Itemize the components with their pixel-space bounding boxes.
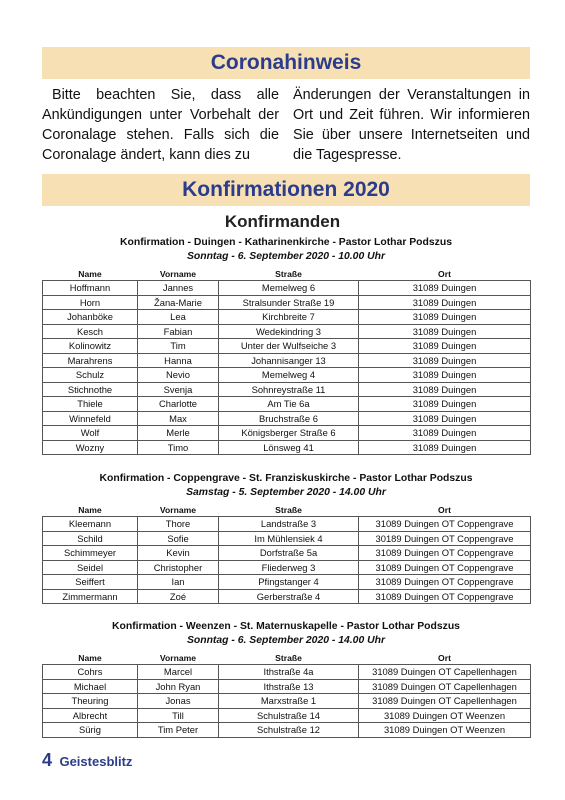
table-row [43,382,531,397]
table-row [43,546,531,561]
table-cell: 31089 Duingen OT Weenzen [359,708,531,723]
table-cell: Kirchbreite 7 [219,310,359,325]
column-header: Straße [275,269,302,279]
confirmands-heading: Konfirmanden [224,212,341,231]
confirmation-group-weenzen [42,620,530,738]
table-cell: Merle [138,426,219,441]
table-cell: Winnefeld [43,411,138,426]
column-header: Ort [438,505,451,515]
table-cell: Seidel [43,560,138,575]
table-cell: 31089 Duingen OT Capellenhagen [359,694,531,709]
table-cell: Sofie [138,531,219,546]
table-cell: Memelweg 6 [219,281,359,296]
table-cell: Stichnothe [43,382,138,397]
table-cell: Charlotte [138,397,219,412]
table-cell: Tim [138,339,219,354]
table-cell: Seiffert [43,575,138,590]
table-cell: Im Mühlensiek 4 [219,531,359,546]
table-cell: 31089 Duingen [359,295,531,310]
table-cell: Lönsweg 41 [219,440,359,455]
table-cell: Fabian [138,324,219,339]
table-cell: 31089 Duingen [359,411,531,426]
table-cell: Michael [43,679,138,694]
table-cell: Bruchstraße 6 [219,411,359,426]
table-row [43,517,531,532]
table-cell: Cohrs [43,665,138,680]
table-cell: 31089 Duingen [359,310,531,325]
table-cell: Schimmeyer [43,546,138,561]
table-row [43,708,531,723]
table-header-row [43,652,531,665]
table-cell: 31089 Duingen OT Capellenhagen [359,679,531,694]
table-cell: Schulz [43,368,138,383]
column-header: Ort [438,269,451,279]
column-header: Name [78,653,102,663]
column-header: Straße [275,505,302,515]
table-cell: 31089 Duingen OT Coppengrave [359,517,531,532]
group-date: Sonntag - 6. September 2020 - 10.00 Uhr [186,251,386,262]
table-cell: Till [138,708,219,723]
confirmands-table [42,504,531,604]
column-header: Straße [275,653,302,663]
table-cell: Am Tie 6a [219,397,359,412]
table-cell: Theuring [43,694,138,709]
table-cell: Svenja [138,382,219,397]
confirmands-table [42,268,531,455]
confirmations-banner [42,174,530,206]
confirmands-table [42,652,531,738]
table-cell: Kleemann [43,517,138,532]
table-cell: 31089 Duingen OT Capellenhagen [359,665,531,680]
table-header-row [43,504,531,517]
table-cell: Schulstraße 12 [219,723,359,738]
group-heading: Konfirmation - Weenzen - St. Maternuskapelle - Pastor Lothar Podszus [112,621,460,632]
table-cell: Schild [43,531,138,546]
table-cell: Žana-Marie [138,295,219,310]
table-cell: Unter der Wulfseiche 3 [219,339,359,354]
column-header: Name [78,269,102,279]
table-cell: 31089 Duingen [359,368,531,383]
table-cell: Gerberstraße 4 [219,589,359,604]
confirmation-group-duingen [42,236,530,455]
table-row [43,665,531,680]
publication-name: Geistesblitz [59,754,133,769]
table-cell: Ithstraße 4a [219,665,359,680]
table-row [43,281,531,296]
table-cell: 31089 Duingen [359,382,531,397]
table-cell: Zoé [138,589,219,604]
table-cell: Nevio [138,368,219,383]
table-cell: Sohnreystraße 11 [219,382,359,397]
table-cell: 31089 Duingen [359,440,531,455]
confirmations-title: Konfirmationen 2020 [182,178,390,201]
table-row [43,426,531,441]
table-row [43,411,531,426]
table-cell: Thiele [43,397,138,412]
table-row [43,310,531,325]
table-cell: 31089 Duingen OT Weenzen [359,723,531,738]
table-cell: 31089 Duingen OT Coppengrave [359,546,531,561]
table-cell: Stralsunder Straße 19 [219,295,359,310]
notice-text-right: Änderungen der Veranstaltungen in Ort und Zeit führen. Wir informieren Sie über unsere Internetseiten und die Tagespresse. [293,87,530,163]
table-row [43,723,531,738]
table-cell: Marahrens [43,353,138,368]
table-cell: Hoffmann [43,281,138,296]
table-cell: Memelweg 4 [219,368,359,383]
table-cell: Horn [43,295,138,310]
table-cell: Landstraße 3 [219,517,359,532]
table-cell: 31089 Duingen OT Coppengrave [359,575,531,590]
table-cell: Kolinowitz [43,339,138,354]
table-header-row [43,268,531,281]
table-cell: Tim Peter [138,723,219,738]
column-header: Ort [438,653,451,663]
notice-title: Coronahinweis [210,51,362,74]
table-cell: 31089 Duingen [359,426,531,441]
table-cell: 31089 Duingen [359,397,531,412]
table-cell: Christopher [138,560,219,575]
table-cell: 31089 Duingen [359,281,531,296]
table-row [43,694,531,709]
column-header: Vorname [159,269,197,279]
table-cell: Sürig [43,723,138,738]
notice-text-left: Bitte beachten Sie, dass alle Ankündigungen unter Vorbehalt der Coronalage stehen. Falls sich die Coronalage ändert, kann dies zu [42,87,279,163]
table-row [43,440,531,455]
table-cell: 31089 Duingen [359,353,531,368]
notice-banner [42,47,530,79]
table-cell: Dorfstraße 5a [219,546,359,561]
confirmation-group-coppengrave [42,472,530,604]
page-footer [42,750,132,771]
table-cell: Pfingstanger 4 [219,575,359,590]
table-cell: Kesch [43,324,138,339]
table-cell: Ian [138,575,219,590]
table-cell: Wedekindring 3 [219,324,359,339]
table-cell: Marcel [138,665,219,680]
group-heading: Konfirmation - Coppengrave - St. Franziskuskirche - Pastor Lothar Podszus [99,473,473,484]
table-cell: Johannisanger 13 [219,353,359,368]
table-cell: Wolf [43,426,138,441]
table-cell: Timo [138,440,219,455]
table-cell: Jonas [138,694,219,709]
table-cell: Johanböke [43,310,138,325]
table-cell: Thore [138,517,219,532]
table-row [43,397,531,412]
table-row [43,353,531,368]
table-cell: Wozny [43,440,138,455]
table-row [43,368,531,383]
table-row [43,589,531,604]
table-cell: Marxstraße 1 [219,694,359,709]
column-header: Vorname [159,505,197,515]
table-cell: John Ryan [138,679,219,694]
table-cell: Hanna [138,353,219,368]
table-cell: Königsberger Straße 6 [219,426,359,441]
table-cell: Ithstraße 13 [219,679,359,694]
table-row [43,295,531,310]
group-date: Samstag - 5. September 2020 - 14.00 Uhr [186,487,386,498]
table-cell: 31089 Duingen OT Coppengrave [359,560,531,575]
column-header: Vorname [159,653,197,663]
table-cell: 30189 Duingen OT Coppengrave [359,531,531,546]
table-cell: Fliederweg 3 [219,560,359,575]
group-date: Sonntag - 6. September 2020 - 14.00 Uhr [186,635,386,646]
table-cell: Zimmermann [43,589,138,604]
table-cell: Schulstraße 14 [219,708,359,723]
table-cell: Lea [138,310,219,325]
table-row [43,679,531,694]
table-cell: Kevin [138,546,219,561]
table-row [43,324,531,339]
column-header: Name [78,505,102,515]
table-row [43,560,531,575]
table-cell: Jannes [138,281,219,296]
notice-text [42,85,530,165]
table-cell: Albrecht [43,708,138,723]
table-cell: 31089 Duingen [359,324,531,339]
table-row [43,339,531,354]
page-number: 4 [42,750,53,770]
table-cell: 31089 Duingen OT Coppengrave [359,589,531,604]
group-heading: Konfirmation - Duingen - Katharinenkirche - Pastor Lothar Podszus [120,237,452,248]
table-row [43,575,531,590]
table-cell: Max [138,411,219,426]
table-row [43,531,531,546]
table-cell: 31089 Duingen [359,339,531,354]
